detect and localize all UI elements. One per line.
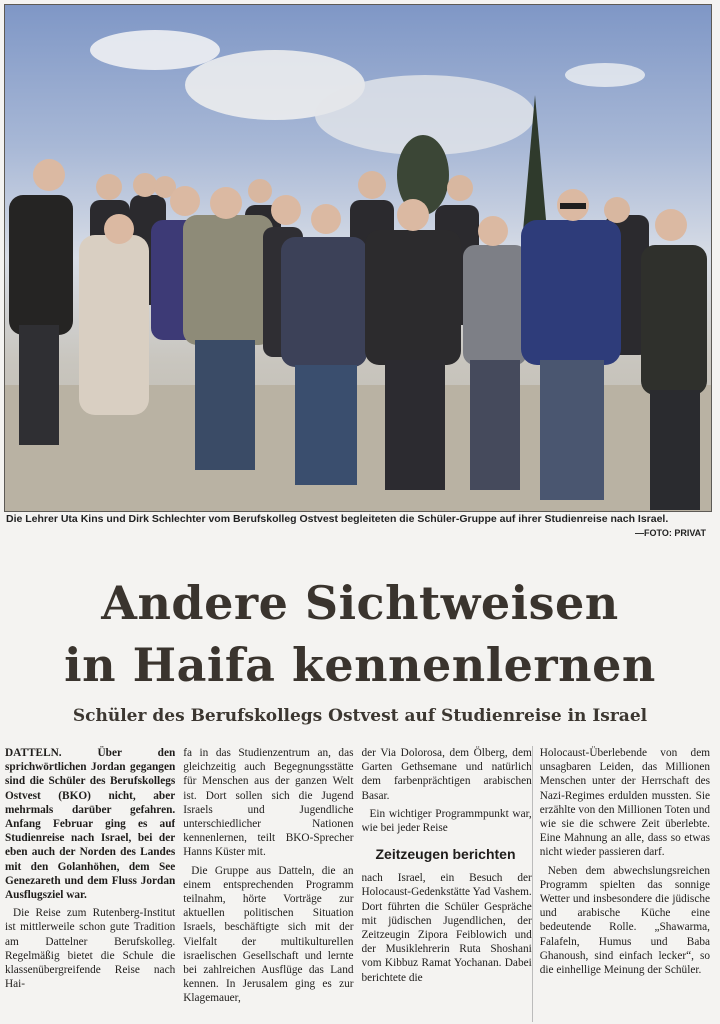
body-paragraph: nach Israel, ein Besuch der Holocaust-Gedenkstätte Yad Vashem. Dort führten die Schüler Gespräche mit jüdischen Jugendlichen, der Zeitzeugin Zipora Feiblowich und der Musiklehrerin Ruta Shoshani vom Kibbuz Ramat Yochanan. Dabei berichtete die <box>361 872 532 984</box>
dateline: DATTELN. <box>5 747 62 759</box>
article-headline <box>0 572 720 696</box>
column-4 <box>540 746 710 1022</box>
headline-line-2: in Haifa kennenlernen <box>64 638 656 692</box>
body-paragraph: Die Reise zum Rutenberg-Institut ist mittlerweile schon gute Tradition am Dattelner Berufskolleg. Regelmäßig bietet die Schule die klassenübergreifende Reise nach Hai- <box>5 907 176 991</box>
headline-line-1: Andere Sichtweisen <box>101 576 619 630</box>
body-paragraph: Holocaust-Überlebende von dem unsagbaren Leiden, das Millionen Menschen unter der Herrschaft des Nazi-Regimes erdulden mussten. Sie erzählte von den Millionen Toten und wie sie die schwere Zeit überlebte. Eine Mahnung an alle, dass so etwas nicht wieder passieren darf. <box>539 747 710 859</box>
body-paragraph: der Via Dolorosa, dem Ölberg, dem Garten Gethsemane und natürlich dem farbenprächtigen arabischen Basar. <box>361 747 532 802</box>
body-paragraph: fa in das Studienzentrum an, das gleichzeitig auch Begegnungsstätte für Menschen aus der ganzen Welt ist. Dort sollen sich die Jugend Israels und Jugendliche unterschiedlicher Nationen kennenlernen, teilt BKO-Sprecher Hanns Küster mit. <box>183 747 354 859</box>
group-photo <box>4 4 712 512</box>
section-subheading: Zeitzeugen berichten <box>375 846 516 863</box>
group-photo-illustration <box>5 5 711 511</box>
column-2 <box>183 746 353 1022</box>
photo-caption: Die Lehrer Uta Kins und Dirk Schlechter vom Berufskolleg Ostvest begleiteten die Schüler-Gruppe auf ihrer Studienreise nach Israel. <box>6 513 669 525</box>
photo-credit: —FOTO: PRIVAT <box>635 528 706 538</box>
lead-paragraph <box>5 746 175 902</box>
article-subheadline: Schüler des Berufskollegs Ostvest auf Studienreise in Israel <box>72 706 648 726</box>
body-paragraph: Neben dem abwechslungsreichen Programm spielten das sonnige Wetter und insbesondere die jüdische und arabische Küche eine bedeutende Rolle. „Shawarma, Falafeln, Humus und Baba Ghanoush, sind einfach lecker“, so die einhellige Meinung der Schüler. <box>539 864 710 977</box>
body-paragraph: Die Gruppe aus Datteln, die an einem entsprechenden Programm teilnahm, hörte Vorträge zur aktuellen politischen Situation Israels, beschäftigte sich mit der Vielfalt der multikulturellen israelischen Gesellschaft und lernte bei zahlreichen Ausflüge das Land kennen. In Jerusalem ging es zur Klagemauer, <box>183 864 354 1005</box>
article-body <box>5 746 710 1022</box>
lead-text: Über den sprichwörtlichen Jordan gegangen sind die Schüler des Berufskollegs Ostvest (BKO) nicht, aber mehrmals darüber gefahren. Anfang Februar ging es auf Studienreise nach Israel, bei der eben auch der Norden des Landes mit den Golanhöhen, dem See Genezareth und dem Fluss Jordan Ausflugsziel war. <box>5 747 176 902</box>
column-3 <box>362 746 532 1022</box>
column-1 <box>5 746 175 1022</box>
body-paragraph: Ein wichtiger Programmpunkt war, wie bei jeder Reise <box>361 807 532 835</box>
